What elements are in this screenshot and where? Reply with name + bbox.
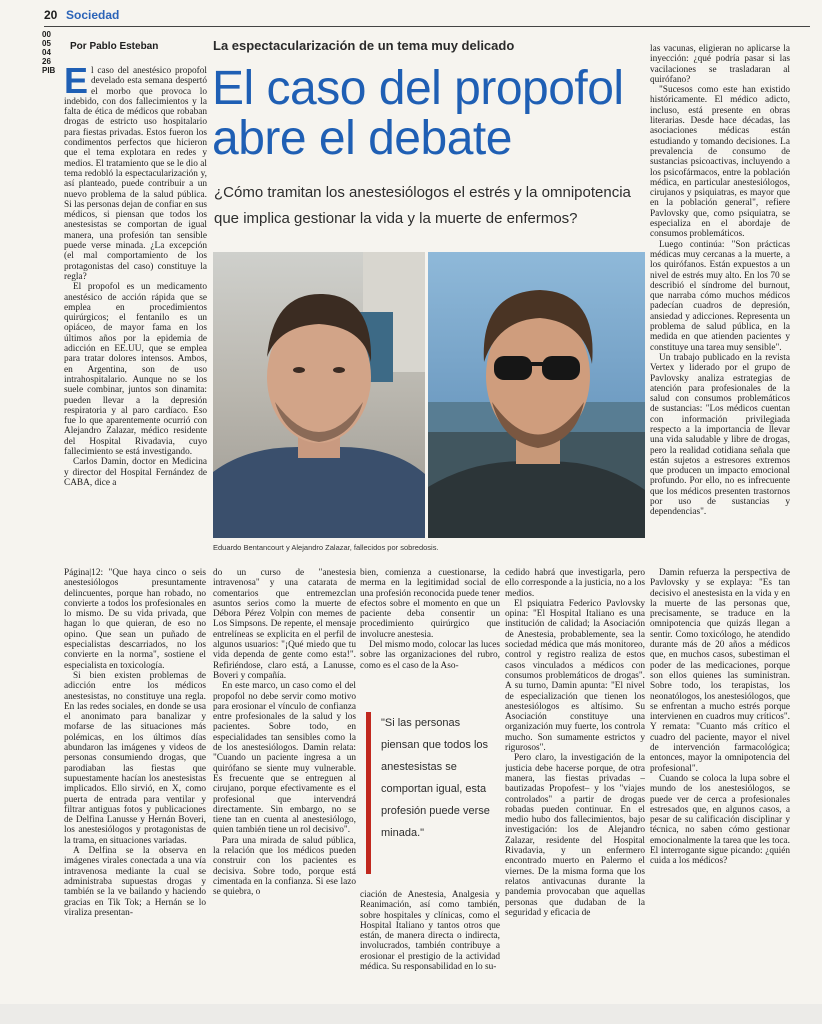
article-column-7 bbox=[650, 568, 790, 996]
paragraph: las vacunas, eligieran no aplicarse la inyección: ¿qué podría pasar si las vacilaciones se trasladaran al quirófano? bbox=[650, 44, 790, 85]
deck: ¿Cómo tramitan los anestesiólogos el estrés y la omnipotencia que implica gestionar la vida y la muerte de enfermos? bbox=[214, 184, 631, 227]
paragraph bbox=[64, 66, 207, 282]
date-line-1: 00 bbox=[42, 30, 51, 39]
paragraph: Página|12: "Que haya cinco o seis anestesiólogos presuntamente delincuentes, porque han robado, no convierte a todos los profesionales en lo mismo. De su vida privada, que hagan lo que quieran, de eso no opino. Que sean un puñado de especialistas descarriados, no los convierte en la norma", sostiene el especialista en toxicología. bbox=[64, 568, 206, 671]
portrait-illustration bbox=[428, 252, 645, 538]
paragraph: cedido habrá que investigarla, pero ello corresponde a la justicia, no a los medios. bbox=[505, 568, 645, 599]
paragraph: El propofol es un medicamento anestésico de acción rápida que se emplea en procedimientos quirúrgicos; el fentanilo es un opiáceo, de mayor fama en los últimos años por la epidemia de adicción en EE.UU, que se emplea para tratar dolores intensos. Ambos, en Argentina, son de uso intrahospitalario. Aunque no se los suele combinar, juntos son dinamita: pueden llevar a la depresión respiratoria y al paro cardíaco. Eso fue lo que aparentemente ocurrió con Alejandro Zalazar, médico residente del Hospital Rivadavia, cuyo fallecimiento se está investigando. bbox=[64, 282, 207, 457]
byline: Por Pablo Esteban bbox=[70, 41, 159, 52]
article-column-1 bbox=[64, 66, 207, 573]
headline: El caso del propofol abre el debate bbox=[212, 62, 624, 165]
date-line-4: 26 bbox=[42, 57, 51, 66]
section-name: Sociedad bbox=[66, 8, 120, 22]
portrait-illustration bbox=[213, 252, 425, 538]
paragraph: Un trabajo publicado en la revista Vertex y liderado por el grupo de Pavlovsky analiza estrategias de atención para profesionales de la salud con consumos problemáticos de sustancias: "Los médicos cuentan con información privilegiada respecto a la importancia de llevar una vida saludable y libre de drogas, pero la realidad cotidiana señala que están sujetos a estresores extremos que producen un impacto emocional profundo. Por ello, no es infrecuente que los médicos presenten trastornos por uso de sustancias y dependencias". bbox=[650, 352, 790, 518]
article-column-2 bbox=[650, 44, 790, 584]
photo-eduardo-bentancourt bbox=[213, 252, 425, 538]
page-bottom-margin bbox=[0, 1004, 822, 1024]
article-column-3 bbox=[64, 568, 206, 996]
paragraph: "Sucesos como este han existido históricamente. El médico adicto, incluso, está presente en obras literarias. Desde hace décadas, las asociaciones médicas están estudiando y tomando decisiones. La prevalencia de consumo de sustancias psicoactivas, incluyendo a los psicofármacos, entre la población médica, en particular anestesiólogos, cirujanos y psiquiatras, es mayor que en la población general", refiere Pavlovsky que, como psiquiatra, se especializa en el abordaje de consumos problemáticos. bbox=[650, 85, 790, 240]
article-column-6 bbox=[505, 568, 645, 996]
paragraph: A Delfina se la observa en imágenes virales conectada a una vía intravenosa mediante la cual se administraba supuestas drogas y también se la ve bailando y haciendo gracias en Tik Tok; a Hernán se lo viraliza presentan- bbox=[64, 846, 206, 918]
article-column-5-top bbox=[360, 568, 500, 700]
photo-alejandro-zalazar bbox=[428, 252, 645, 538]
paragraph: Luego continúa: "Son prácticas médicas muy cercanas a la muerte, a los quirófanos. Están expuestos a un nivel de estrés muy alto. En los 70 se describió el síndrome del burnout, que narraba cómo muchos médicos padecían cuadros de depresión, ansiedad y adicciones. Representa un problema de salud pública, en la medida en que atienden pacientes y constituye una tarea muy sensible". bbox=[650, 239, 790, 353]
paragraph-text: l caso del anestésico propofol develado esta semana despertó el morbo que provoca lo indebido, con dos fallecimientos y la falta de ética de médicos que robaban drogas de estricto uso hospitalario para fiestas privadas. Estos fueron los condimentos perfectos que hicieron que el tema explotara en redes y medios. El tratamiento que se le dio al tema redobló la espectacularización y, así planteado, puede contribuir a un nuevo problema de la salud pública. Si las personas dejan de confiar en sus médicos, si piensan que todos los anestesistas se comportan de igual manera, una profesión tan sensible puede verse minada. ¿La excepción (el mal comportamiento de los protagonistas del caso) constituye la regla? bbox=[64, 66, 207, 282]
date-line-2: 05 bbox=[42, 39, 51, 48]
article-column-4 bbox=[213, 568, 356, 996]
pull-quote: "Si las personas piensan que todos los anestesistas se comportan igual, esta profesión puede verse minada." bbox=[366, 712, 498, 874]
kicker: La espectacularización de un tema muy delicado bbox=[213, 38, 515, 53]
paragraph: Pero claro, la investigación de la justicia debe hacerse porque, de otra manera, las fiestas privadas –bautizadas Propofest– y los "viajes controlados" a partir de drogas robadas pueden continuar. En el medio hubo dos fallecimientos, bajo investigación: los de Alejandro Zalazar, residente del Hospital Rivadavia, y un enfermero encontrado muerto en Palermo el viernes. De la misma forma que los relatos antivacunas durante la pandemia provocaban que aquellas personas que dudaban de la seguridad y eficacia de bbox=[505, 753, 645, 918]
article-column-5-bottom bbox=[360, 890, 500, 996]
date-line-5: PIB bbox=[42, 66, 56, 75]
photo-caption: Eduardo Bentancourt y Alejandro Zalazar, fallecidos por sobredosis. bbox=[213, 543, 439, 552]
paragraph: do un curso de "anestesia intravenosa" y una catarata de comentarios que entremezclan asuntos serios como la muerte de Débora Pérez Volpin con memes de Los Simpsons. De repente, el mensaje entrelíneas se explicita en el perfil de algunos usuarios: "¡Qué miedo que tu vida dependa de gente como esta!". Refiriéndose, claro está, a Lanusse, Boveri y compañía. bbox=[213, 568, 356, 681]
paragraph: ciación de Anestesia, Analgesia y Reanimación, así como también, sobre hospitales y clínicas, como el Hospital Italiano y tantos otros que están, de manera directa o indirecta, involucrados, también contribuye a erosionar el prestigio de la actividad médica. Su responsabilidad en lo su- bbox=[360, 890, 500, 973]
date-stamp bbox=[42, 30, 58, 75]
paragraph: Del mismo modo, colocar las luces sobre las organizaciones del rubro, como es el caso de la Aso- bbox=[360, 640, 500, 671]
paragraph: Si bien existen problemas de adicción entre los médicos anestesistas, no constituye una regla. En las redes sociales, en donde se usa el anonimato para banalizar y mofarse de las situaciones más polémicas, en los últimos días abundaron las imágenes y videos de personas consumiendo drogas, que parodiaban las fiestas que supuestamente hacían los anestesistas implicados. Ello sirvió, en X, como puerta de entrada para ventilar y filtrar antiguas fotos y publicaciones de Delfina Lanusse y Hernán Boveri, los anestesiólogos y protagonistas de la trama, en situaciones variadas. bbox=[64, 670, 206, 846]
paragraph: El psiquiatra Federico Pavlovsky opina: "El Hospital Italiano es una institución de calidad; la Asociación de Anestesia, probablemente, sea la sociedad médica que más monitoreo, control y registro realiza de estos casos vinculados a médicos con consumos problemáticos de drogas". A su turno, Damin apunta: "El nivel de especialización que tienen los anestesiólogos es altísimo. Su Asociación constituye una organización muy fuerte, los controla mucho. Son sumamente estrictos y rigurosos". bbox=[505, 598, 645, 754]
page-header bbox=[44, 8, 810, 24]
page-number: 20 bbox=[44, 8, 58, 22]
header-rule bbox=[44, 26, 810, 27]
paragraph: bien, comienza a cuestionarse, la merma en la legitimidad social de una profesión reconocida puede tener efectos sobre el momento en que un paciente deba consentir un procedimiento quirúrgico que involucre anestesia. bbox=[360, 568, 500, 640]
paragraph: Cuando se coloca la lupa sobre el mundo de los anestesiólogos, se puede ver de cerca a profesionales estresados que, en algunos casos, a pesar de su calificación disciplinar y técnica, no saben cómo gestionar emocionalmente la tarea que les toca. El interrogante sigue picando: ¿quién cuida a los médicos? bbox=[650, 773, 790, 867]
paragraph: Carlos Damin, doctor en Medicina y director del Hospital Fernández de CABA, dice a bbox=[64, 457, 207, 488]
drop-cap: E bbox=[64, 66, 89, 101]
paragraph: En este marco, un caso como el del propofol no debe servir como motivo para erosionar el vínculo de confianza entre profesionales de la salud y los pacientes. Sobre todo, en especialidades tan sensibles como la de los anestesiólogos. Damin relata: "Cuando un paciente ingresa a un quirófano se siente muy vulnerable. Es frecuente que se entreguen al cirujano, porque efectivamente es el profesional que intervendrá directamente. Sin embargo, no se tiene tan en cuenta al anestesiólogo, quien también tiene un rol decisivo". bbox=[213, 681, 356, 836]
date-line-3: 04 bbox=[42, 48, 51, 57]
paragraph: Damin refuerza la perspectiva de Pavlovsky y se explaya: "Es tan decisivo el anestesista en la vida y en la muerte de las personas que, precisamente, se traduce en la omnipotencia que quizás llegan a sentir. Como toxicólogo, he atendido durante más de 20 años a médicos que, en muchos casos, subestiman el poder de las medicaciones, porque son ellos quienes las suministran. Sobre todo, los terapistas, los neonatólogos, los anestesiólogos, que se enfrentan a mucho estrés porque intervienen en cuadros muy críticos". Y remata: "Cuanto más crítico el cuadro del paciente, mayor el nivel de intervención farmacológica; entonces, mayor la omnipotencia del profesional". bbox=[650, 568, 790, 774]
paragraph: Para una mirada de salud pública, la relación que los médicos pueden construir con los pacientes es decisiva. Sobre todo, porque está cimentada en la confianza. Si ese lazo se quiebra, o bbox=[213, 835, 356, 898]
